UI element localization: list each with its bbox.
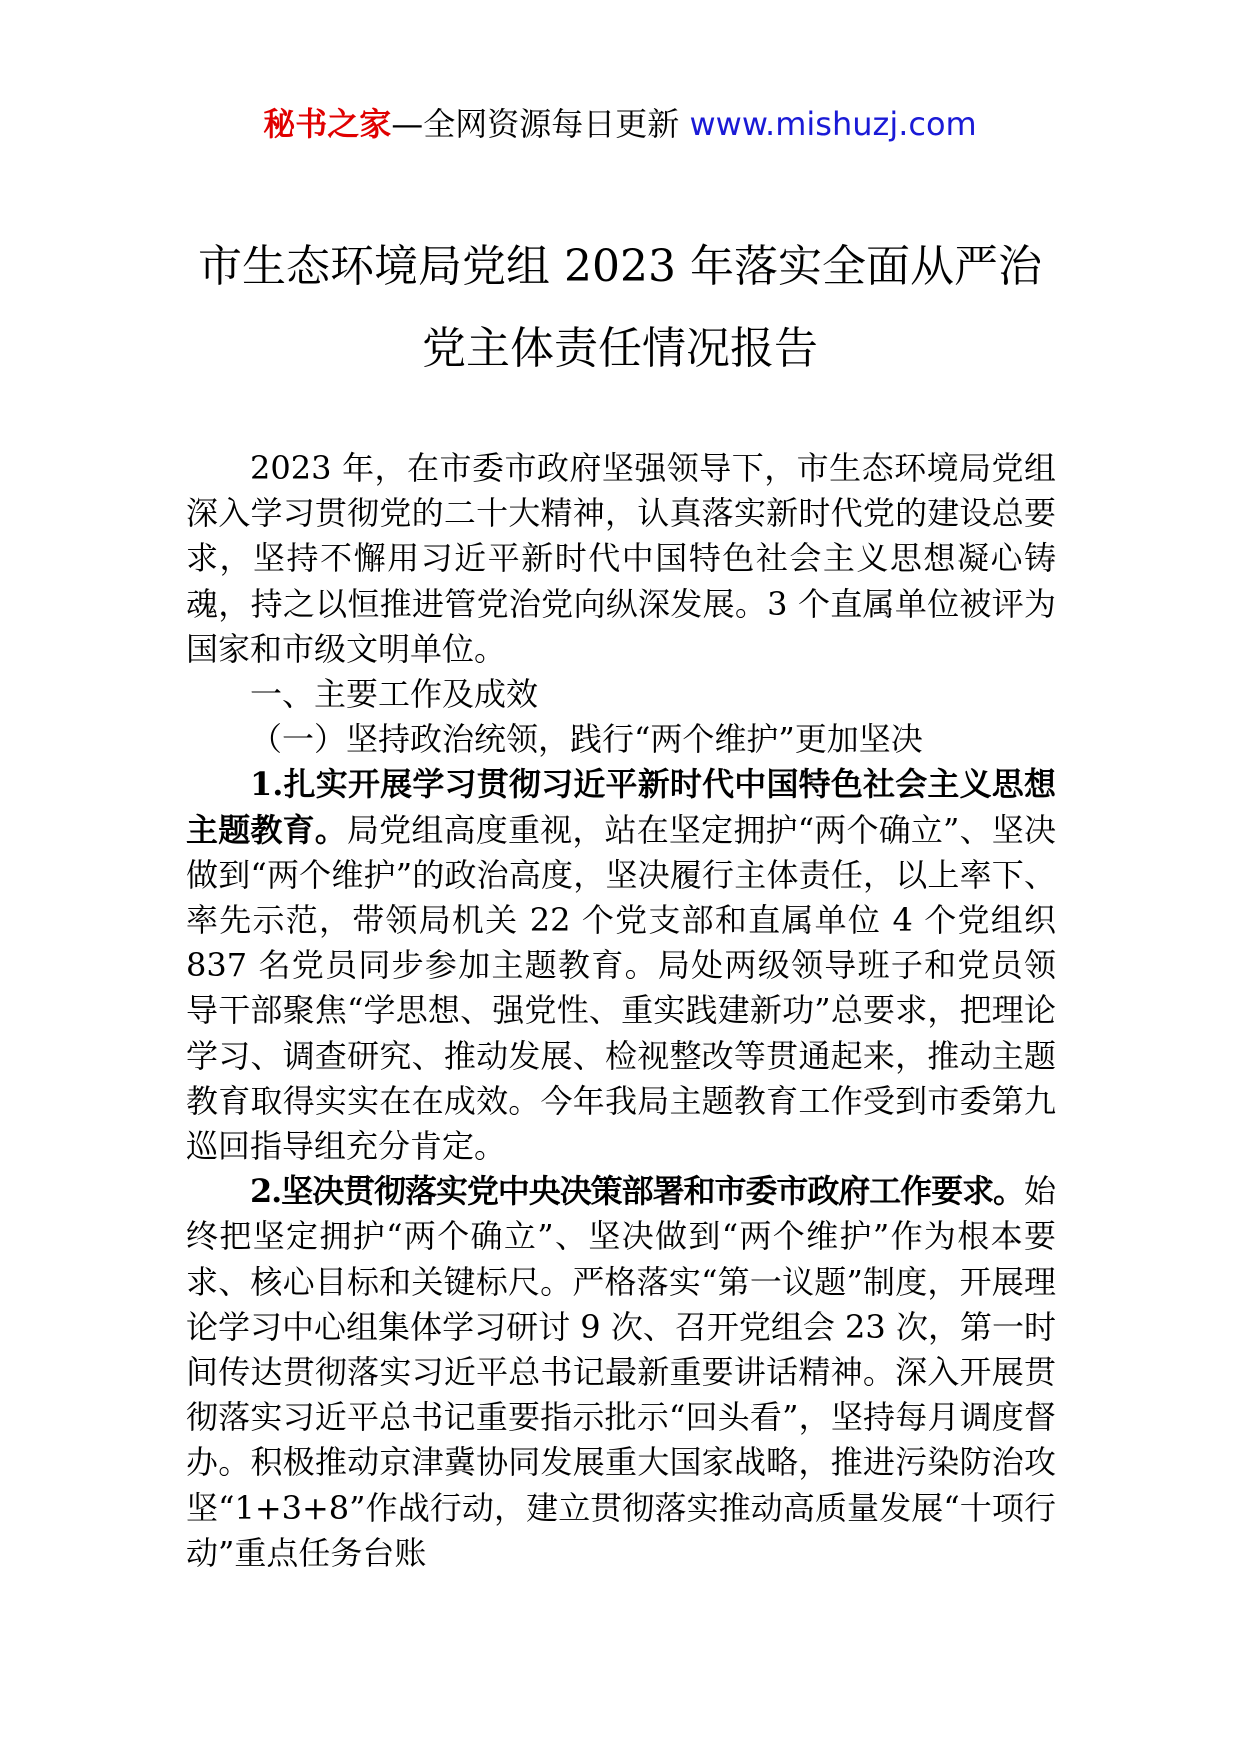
item-1-paragraph xyxy=(186,762,1056,1169)
site-url-link[interactable]: www.mishuzj.com xyxy=(689,105,977,143)
brand-name: 秘书之家 xyxy=(263,105,392,143)
title-line-1: 市生态环境局党组 2023 年落实全面从严治 xyxy=(198,241,1042,292)
document-body xyxy=(186,446,1056,1576)
intro-paragraph: 2023 年，在市委市政府坚强领导下，市生态环境局党组深入学习贯彻党的二十大精神，认真落实新时代党的建设总要求，坚持不懈用习近平新时代中国特色社会主义思想凝心铸魂，持之以恒推进管党治党向纵深发展。3 个直属单位被评为国家和市级文明单位。 xyxy=(186,449,1056,668)
item-1-text: 局党组高度重视，站在坚定拥护“两个确立”、坚决做到“两个维护”的政治高度，坚决履行主体责任，以上率下、率先示范，带领局机关 22 个党支部和直属单位 4 个党组织 837 名党员同步参加主题教育。局处两级领导班子和党员领导干部聚焦“学思想、强党性、重实践建新功”总要求，把理论学习、调查研究、推动发展、检视整改等贯通起来，推动主题教育取得实实在在成效。今年我局主题教育工作受到市委第九巡回指导组充分肯定。 xyxy=(186,810,1056,1166)
section-heading-1: 一、主要工作及成效 xyxy=(250,675,539,714)
item-2-text: 始终把坚定拥护“两个确立”、坚决做到“两个维护”作为根本要求、核心目标和关键标尺。严格落实“第一议题”制度，开展理论学习中心组集体学习研讨 9 次、召开党组会 23 次，第一时间传达贯彻落实习近平总书记最新重要讲话精神。深入开展贯彻落实习近平总书记重要指示批示“回头看”，坚持每月调度督办。积极推动京津冀协同发展重大国家战略，推进污染防治攻坚“1+3+8”作战行动，建立贯彻落实推动高质量发展“十项行动”重点任务台账 xyxy=(186,1172,1056,1572)
item-1-heading: 1.扎实开展学习贯彻习近平新时代中国特色社会主义思想主题教育。 xyxy=(186,765,1056,849)
item-2-paragraph xyxy=(186,1169,1056,1576)
subsection-heading-1: （一）坚持政治统领，践行“两个维护”更加坚决 xyxy=(250,720,923,759)
title-line-2: 党主体责任情况报告 xyxy=(422,323,818,374)
site-slogan: —全网资源每日更新 xyxy=(391,105,680,143)
document-title xyxy=(0,226,1240,390)
site-header xyxy=(0,100,1240,148)
item-2-heading: 2.坚决贯彻落实党中央决策部署和市委市政府工作要求。 xyxy=(250,1172,1024,1211)
